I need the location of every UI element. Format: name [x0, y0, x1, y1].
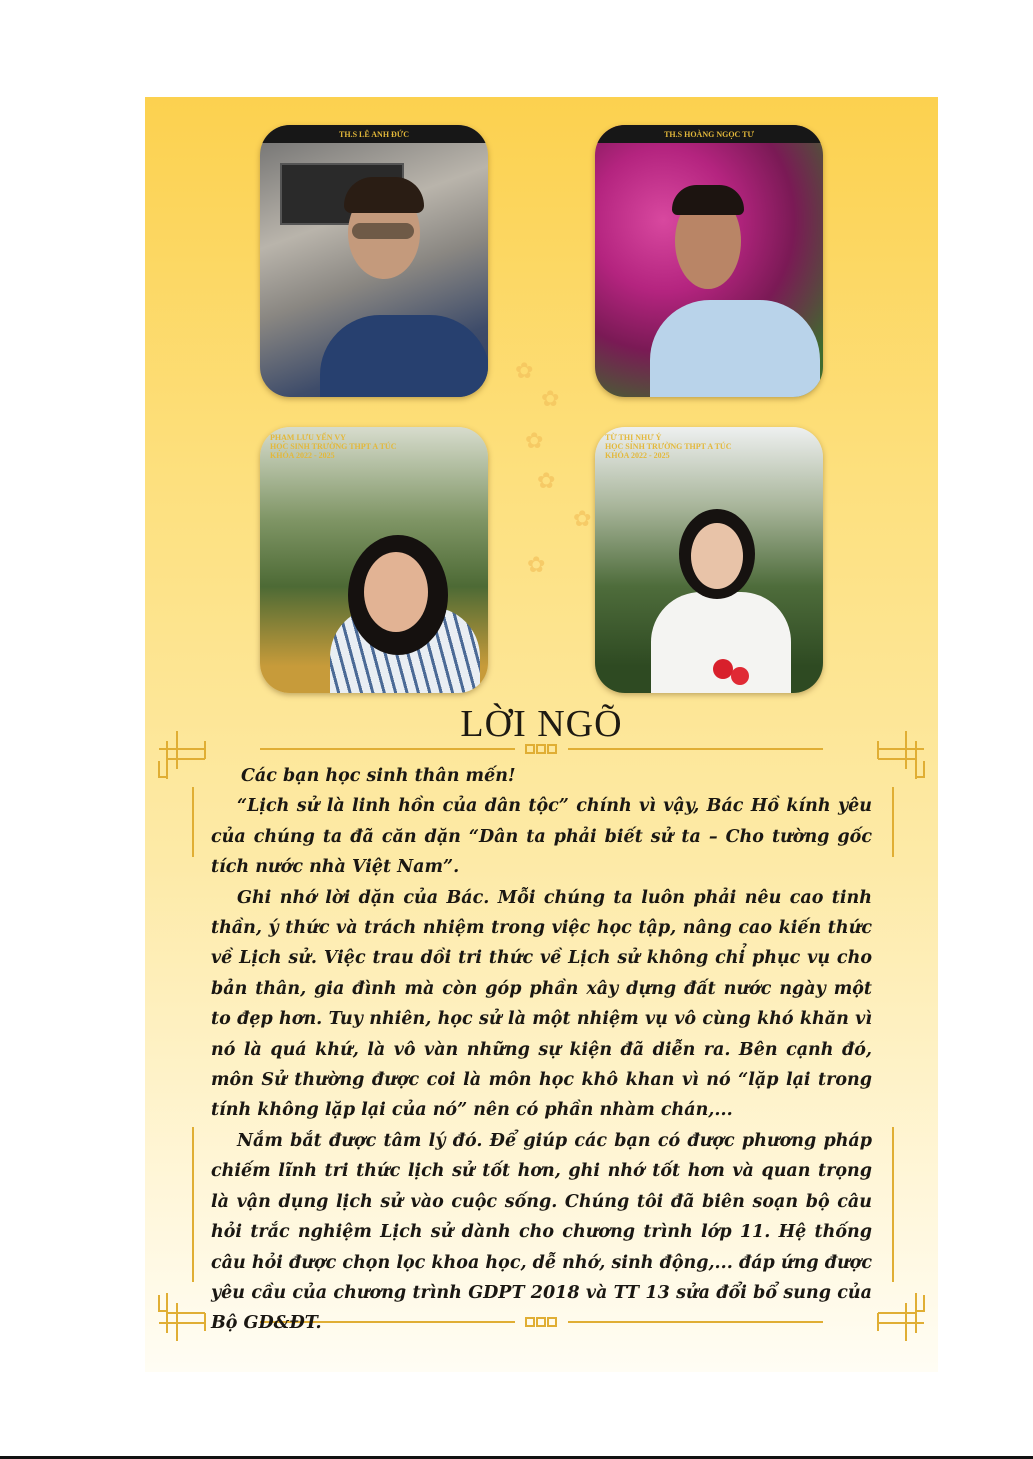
person-face [691, 523, 743, 589]
photo-caption: TH.S HOÀNG NGỌC TƯ [595, 125, 823, 143]
person-face [364, 552, 428, 632]
paragraph: “Lịch sử là linh hồn của dân tộc” chính vì vậy, Bác Hồ kính yêu của chúng ta đã căn dặn “Dân ta phải biết sử ta – Cho tường gốc tích nước nhà Việt Nam”. [211, 796, 872, 878]
blossom-icon: ✿ [537, 469, 556, 494]
sunglasses [352, 223, 414, 239]
greeting: Các bạn học sinh thân mến! [241, 766, 516, 786]
photo-caption: TH.S LÊ ANH ĐỨC [260, 125, 488, 143]
blossom-icon: ✿ [525, 429, 544, 454]
poster [145, 97, 938, 1372]
blossom-icon: ✿ [527, 553, 546, 578]
page-title: LỜI NGÕ [460, 703, 623, 745]
person-hair [672, 185, 744, 215]
photo-caption: TỪ THỊ NHƯ Ý HỌC SINH TRƯỜNG THPT A TÚC KHÓA 2022 - 2025 [605, 433, 732, 461]
intro-text [211, 761, 872, 1339]
blossom-icon: ✿ [541, 387, 560, 412]
red-flower [713, 659, 733, 679]
person-body [650, 300, 820, 397]
paragraph: Nắm bắt được tâm lý đó. Để giúp các bạn có được phương pháp chiếm lĩnh tri thức lịch sử tốt hơn, ghi nhớ tốt hơn và quan trọng là vận dụng lịch sử vào cuộc sống. Chúng tôi đã biên soạn bộ câu hỏi trắc nghiệm Lịch sử dành cho chương trình lớp 11. Hệ thống câu hỏi được chọn lọc khoa học, dễ nhớ, sinh động,... đáp ứng được yêu cầu của chương trình GDPT 2018 và TT 13 sửa đổi bổ sung của Bộ GD&ĐT. [211, 1130, 872, 1334]
photo-student-2 [595, 427, 823, 693]
blossom-icon: ✿ [573, 507, 592, 532]
red-flower [731, 667, 749, 685]
paragraph: Ghi nhớ lời dặn của Bác. Mỗi chúng ta luôn phải nêu cao tinh thần, ý thức và trách nhiệm trong việc học tập, nâng cao kiến thức về Lịch sử. Việc trau dồi tri thức về Lịch sử không chỉ phục vụ cho bản thân, gia đình mà còn góp phần xây dựng đất nước ngày một to đẹp hơn. Tuy nhiên, học sử là một nhiệm vụ vô cùng khó khăn vì nó là quá khứ, là vô vàn những sự kiện đã diễn ra. Bên cạnh đó, môn Sử thường được coi là môn học khô khan vì nó “lặp lại trong tính không lặp lại của nó” nên có phần nhàm chán,... [211, 887, 872, 1121]
photo-caption: PHẠM LƯU YẾN VY HỌC SINH TRƯỜNG THPT A TÚC KHÓA 2022 - 2025 [270, 433, 397, 461]
photo-student-1 [260, 427, 488, 693]
blossom-icon: ✿ [515, 359, 534, 384]
person-body [320, 315, 488, 397]
person-hair [344, 177, 424, 213]
photo-teacher-2 [595, 125, 823, 397]
photo-teacher-1 [260, 125, 488, 397]
